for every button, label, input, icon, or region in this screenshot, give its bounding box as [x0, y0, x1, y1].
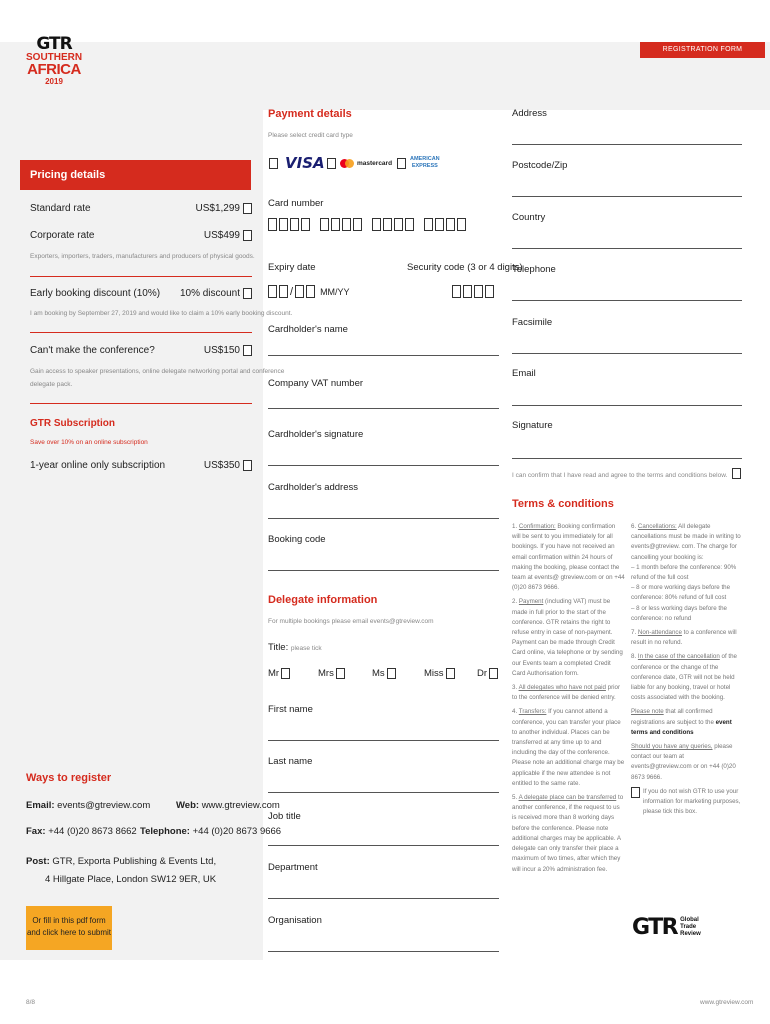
- term-7: 7. Non-attendance to a conference will result in no refund.: [631, 629, 737, 647]
- amex-logo: [410, 156, 440, 170]
- registration-form-tab: REGISTRATION FORM: [640, 42, 765, 58]
- title-dr[interactable]: [477, 668, 498, 679]
- booking-code-label: Booking code: [268, 534, 326, 545]
- page-number: 8/8: [26, 999, 36, 1006]
- early-booking-row: [30, 288, 252, 299]
- gtr-brand-mark: GTR: [632, 915, 678, 940]
- post-line: [26, 856, 216, 867]
- security-code-input[interactable]: [452, 285, 494, 298]
- signature-label: Signature: [512, 420, 553, 431]
- standard-rate-row: [30, 203, 252, 214]
- title-miss[interactable]: [424, 668, 455, 679]
- early-booking-price: 10% discount: [179, 288, 240, 299]
- title-label: Title:: [268, 642, 289, 653]
- visa-logo: VISA: [285, 154, 325, 172]
- title-dr-label: Dr: [477, 668, 488, 679]
- submit-pdf-button[interactable]: [26, 906, 112, 950]
- expiry-input[interactable]: [268, 285, 350, 298]
- corporate-rate-label: Corporate rate: [30, 230, 95, 241]
- title-miss-label: Miss: [424, 668, 444, 679]
- term-4: 4. Transfers: If you cannot attend a conference, you can transfer your place to another individual. Places can be transferred at any time up to and including the day of the conference. Please note an additional charge may be applicable if the new attendee is not entitled to the same rate.: [512, 708, 625, 787]
- logo-southern: SOUTHERN: [26, 52, 83, 63]
- standard-rate-price: US$1,299: [195, 203, 240, 214]
- marketing-optout: If you do not wish GTR to use your information for marketing purposes, please tick this box.: [631, 787, 746, 818]
- email-field[interactable]: [512, 405, 742, 406]
- expiry-slash: /: [290, 285, 294, 298]
- department-label: Department: [268, 862, 318, 873]
- mastercard-checkbox[interactable]: [327, 158, 336, 169]
- payment-title: Payment details: [268, 108, 352, 120]
- cardholder-signature-field[interactable]: [268, 465, 499, 466]
- telephone-label: Telephone: [512, 264, 556, 275]
- term-2: 2. Payment (including VAT) must be made in full prior to the start of the conference. GTR retains the right to refuse entry in case of non-payment. Payment can be made through Credit Card online, via telephone or by sending our Events team a completed Credit Card Authorisation form.: [512, 598, 623, 677]
- web-line: [176, 800, 280, 811]
- title-mrs-label: Mrs: [318, 668, 334, 679]
- title-mrs[interactable]: [318, 668, 345, 679]
- title-mr[interactable]: [268, 668, 290, 679]
- divider: [30, 276, 252, 277]
- early-booking-label: Early booking discount (10%): [30, 288, 161, 299]
- pricing-title: Pricing details: [20, 160, 251, 190]
- booking-code-field[interactable]: [268, 570, 499, 571]
- cardholder-name-label: Cardholder's name: [268, 324, 348, 335]
- mastercard-logo-icon: [340, 159, 354, 168]
- telephone-label: Telephone:: [140, 826, 190, 837]
- title-label-wrap: [268, 642, 322, 653]
- amex-checkbox[interactable]: [397, 158, 406, 169]
- submit-button-line-1: Or fill in this pdf form: [32, 916, 106, 925]
- term-3: 3. All delegates who have not paid prior to the conference will be denied entry.: [512, 684, 621, 702]
- cardholder-signature-label: Cardholder's signature: [268, 429, 364, 440]
- corporate-rate-checkbox[interactable]: [243, 230, 252, 241]
- country-field[interactable]: [512, 248, 742, 249]
- title-mr-checkbox[interactable]: [281, 668, 290, 679]
- organisation-label: Organisation: [268, 915, 322, 926]
- queries-note: Should you have any queries, please contact our team at events@gtreview.com or on +44 (0)20 8673 9666.: [631, 743, 736, 781]
- delegate-title: Delegate information: [268, 594, 378, 606]
- ways-to-register-title: Ways to register: [26, 772, 112, 784]
- term-6: 6. Cancellations: All delegate cancellations must be made in writing to events@gtreview. com. The charge for cancelling your booking is:: [631, 523, 741, 561]
- postcode-label: Postcode/Zip: [512, 160, 568, 171]
- address-label: Address: [512, 108, 547, 119]
- email-line: [26, 800, 150, 811]
- card-type-note: Please select credit card type: [268, 132, 353, 139]
- corporate-rate-row: [30, 230, 252, 241]
- title-ms-label: Ms: [372, 668, 385, 679]
- vat-label: Company VAT number: [268, 378, 364, 389]
- term-6-b: – 8 or more working days before the conference: 80% refund of full cost: [631, 584, 731, 602]
- subscription-note: Save over 10% on an online subscription: [30, 439, 148, 446]
- footer-site: www.gtreview.com: [700, 999, 754, 1006]
- title-dr-checkbox[interactable]: [489, 668, 498, 679]
- cardholder-address-field[interactable]: [268, 518, 499, 519]
- web-value[interactable]: www.gtreview.com: [201, 800, 280, 811]
- email-label: Email:: [26, 800, 55, 811]
- agree-text: I can confirm that I have read and agree to the terms and conditions below.: [512, 472, 728, 479]
- organisation-field[interactable]: [268, 951, 499, 952]
- cardholder-address-label: Cardholder's address: [268, 482, 358, 493]
- fax-line: [26, 826, 137, 837]
- web-label: Web:: [176, 800, 200, 811]
- term-6-a: – 1 month before the conference: 90% refund of the full cost: [631, 563, 737, 582]
- title-ms-checkbox[interactable]: [387, 668, 396, 679]
- marketing-optout-checkbox[interactable]: [631, 787, 640, 798]
- last-name-label: Last name: [268, 756, 313, 767]
- subscription-label: 1-year online only subscription: [30, 460, 166, 471]
- title-mr-label: Mr: [268, 668, 280, 679]
- post-value-2: 4 Hillgate Place, London SW12 9ER, UK: [45, 874, 217, 885]
- delegate-note: For multiple bookings please email events@gtreview.com: [268, 618, 434, 625]
- gtr-brand-line-2: Trade: [680, 924, 697, 930]
- terms-column-1: [512, 522, 625, 875]
- corporate-rate-price: US$499: [203, 230, 240, 241]
- early-booking-note: I am booking by September 27, 2019 and would like to claim a 10% early booking discount.: [30, 310, 293, 317]
- title-miss-checkbox[interactable]: [446, 668, 455, 679]
- address-field[interactable]: [512, 144, 742, 145]
- job-title-field[interactable]: [268, 845, 499, 846]
- visa-checkbox[interactable]: [269, 158, 278, 169]
- card-number-label: Card number: [268, 198, 324, 209]
- gtr-brand-logo: [632, 915, 701, 940]
- cant-make-price: US$150: [203, 345, 240, 356]
- subscription-price: US$350: [203, 460, 240, 471]
- first-name-field[interactable]: [268, 740, 499, 741]
- facsimile-label: Facsimile: [512, 317, 553, 328]
- first-name-label: First name: [268, 704, 313, 715]
- telephone-value: +44 (0)20 8673 9666: [192, 826, 282, 837]
- logo-year: 2019: [45, 77, 63, 86]
- cant-make-note-2: delegate pack.: [30, 381, 73, 388]
- email-field-label: Email: [512, 368, 536, 379]
- telephone-field[interactable]: [512, 300, 742, 301]
- department-field[interactable]: [268, 898, 499, 899]
- expiry-format: MM/YY: [320, 286, 350, 297]
- postcode-field[interactable]: [512, 196, 742, 197]
- gtr-brand-line-3: Review: [680, 931, 701, 937]
- last-name-field[interactable]: [268, 792, 499, 793]
- standard-rate-checkbox[interactable]: [243, 203, 252, 214]
- term-5: 5. A delegate place can be transferred to another conference, if the request to us is received more than 8 working days before the conference. Please note additional charges may be applicable. A delegate can only transfer their place a maximum of two times, after which they will incur a 20% administration fee.: [512, 794, 624, 873]
- expiry-label: Expiry date: [268, 262, 316, 273]
- term-6-c: – 8 or less working days before the conference: no refund: [631, 604, 727, 622]
- cant-make-checkbox[interactable]: [243, 345, 252, 356]
- subscription-row: [30, 460, 252, 471]
- terms-title: Terms & conditions: [512, 498, 614, 510]
- title-mrs-checkbox[interactable]: [336, 668, 345, 679]
- divider: [30, 403, 252, 404]
- country-label: Country: [512, 212, 546, 223]
- telephone-line: [140, 826, 281, 837]
- job-title-label: Job title: [268, 811, 301, 822]
- cant-make-row: [30, 345, 252, 356]
- amex-line-1: AMERICAN: [410, 156, 440, 162]
- submit-button-line-2: and click here to submit: [26, 928, 112, 937]
- standard-rate-label: Standard rate: [30, 203, 91, 214]
- term-1: 1. Confirmation: Booking confirmation will be sent to you immediately for all bookings. If you have not received an email confirmation within 24 hours of making the booking, please contact the team at events@ gtreview.com or on +44 (0)20 8673 9666.: [512, 523, 625, 592]
- term-8: 8. In the case of the cancellation of the conference or the change of the conference date, GTR will not be held liable for any booking, travel or hotel costs associated with the booking.: [631, 653, 737, 702]
- terms-column-2: [631, 522, 746, 817]
- cant-make-note-1: Gain access to speaker presentations, online delegate networking portal and conference: [30, 368, 285, 375]
- corporate-note: Exporters, importers, traders, manufacturers and producers of physical goods.: [30, 253, 255, 260]
- cant-make-label: Can't make the conference?: [30, 345, 155, 356]
- card-number-input[interactable]: [268, 218, 466, 231]
- signature-field[interactable]: [512, 458, 742, 459]
- logo-gtr: GTR: [36, 34, 72, 54]
- post-value-1: GTR, Exporta Publishing & Events Ltd,: [52, 856, 217, 867]
- security-code-label: Security code (3 or 4 digits): [407, 262, 523, 273]
- agree-checkbox[interactable]: [732, 468, 741, 479]
- amex-line-2: EXPRESS: [411, 163, 438, 169]
- cardholder-name-field[interactable]: [268, 355, 499, 356]
- fax-value: +44 (0)20 8673 8662: [48, 826, 137, 837]
- fax-label: Fax:: [26, 826, 46, 837]
- event-logo: [26, 36, 82, 87]
- early-booking-checkbox[interactable]: [243, 288, 252, 299]
- mastercard-label: mastercard: [357, 160, 393, 167]
- terms-note: Please note that all confirmed registrations are subject to the event terms and conditions: [631, 708, 732, 736]
- email-value[interactable]: events@gtreview.com: [57, 800, 151, 811]
- subscription-checkbox[interactable]: [243, 460, 252, 471]
- post-label: Post:: [26, 856, 50, 867]
- logo-africa: AFRICA: [27, 61, 81, 78]
- divider: [30, 332, 252, 333]
- subscription-title: GTR Subscription: [30, 418, 115, 429]
- vat-field[interactable]: [268, 408, 499, 409]
- facsimile-field[interactable]: [512, 353, 742, 354]
- title-hint: please tick: [290, 645, 322, 652]
- title-ms[interactable]: [372, 668, 396, 679]
- gtr-brand-line-1: Global: [680, 917, 699, 923]
